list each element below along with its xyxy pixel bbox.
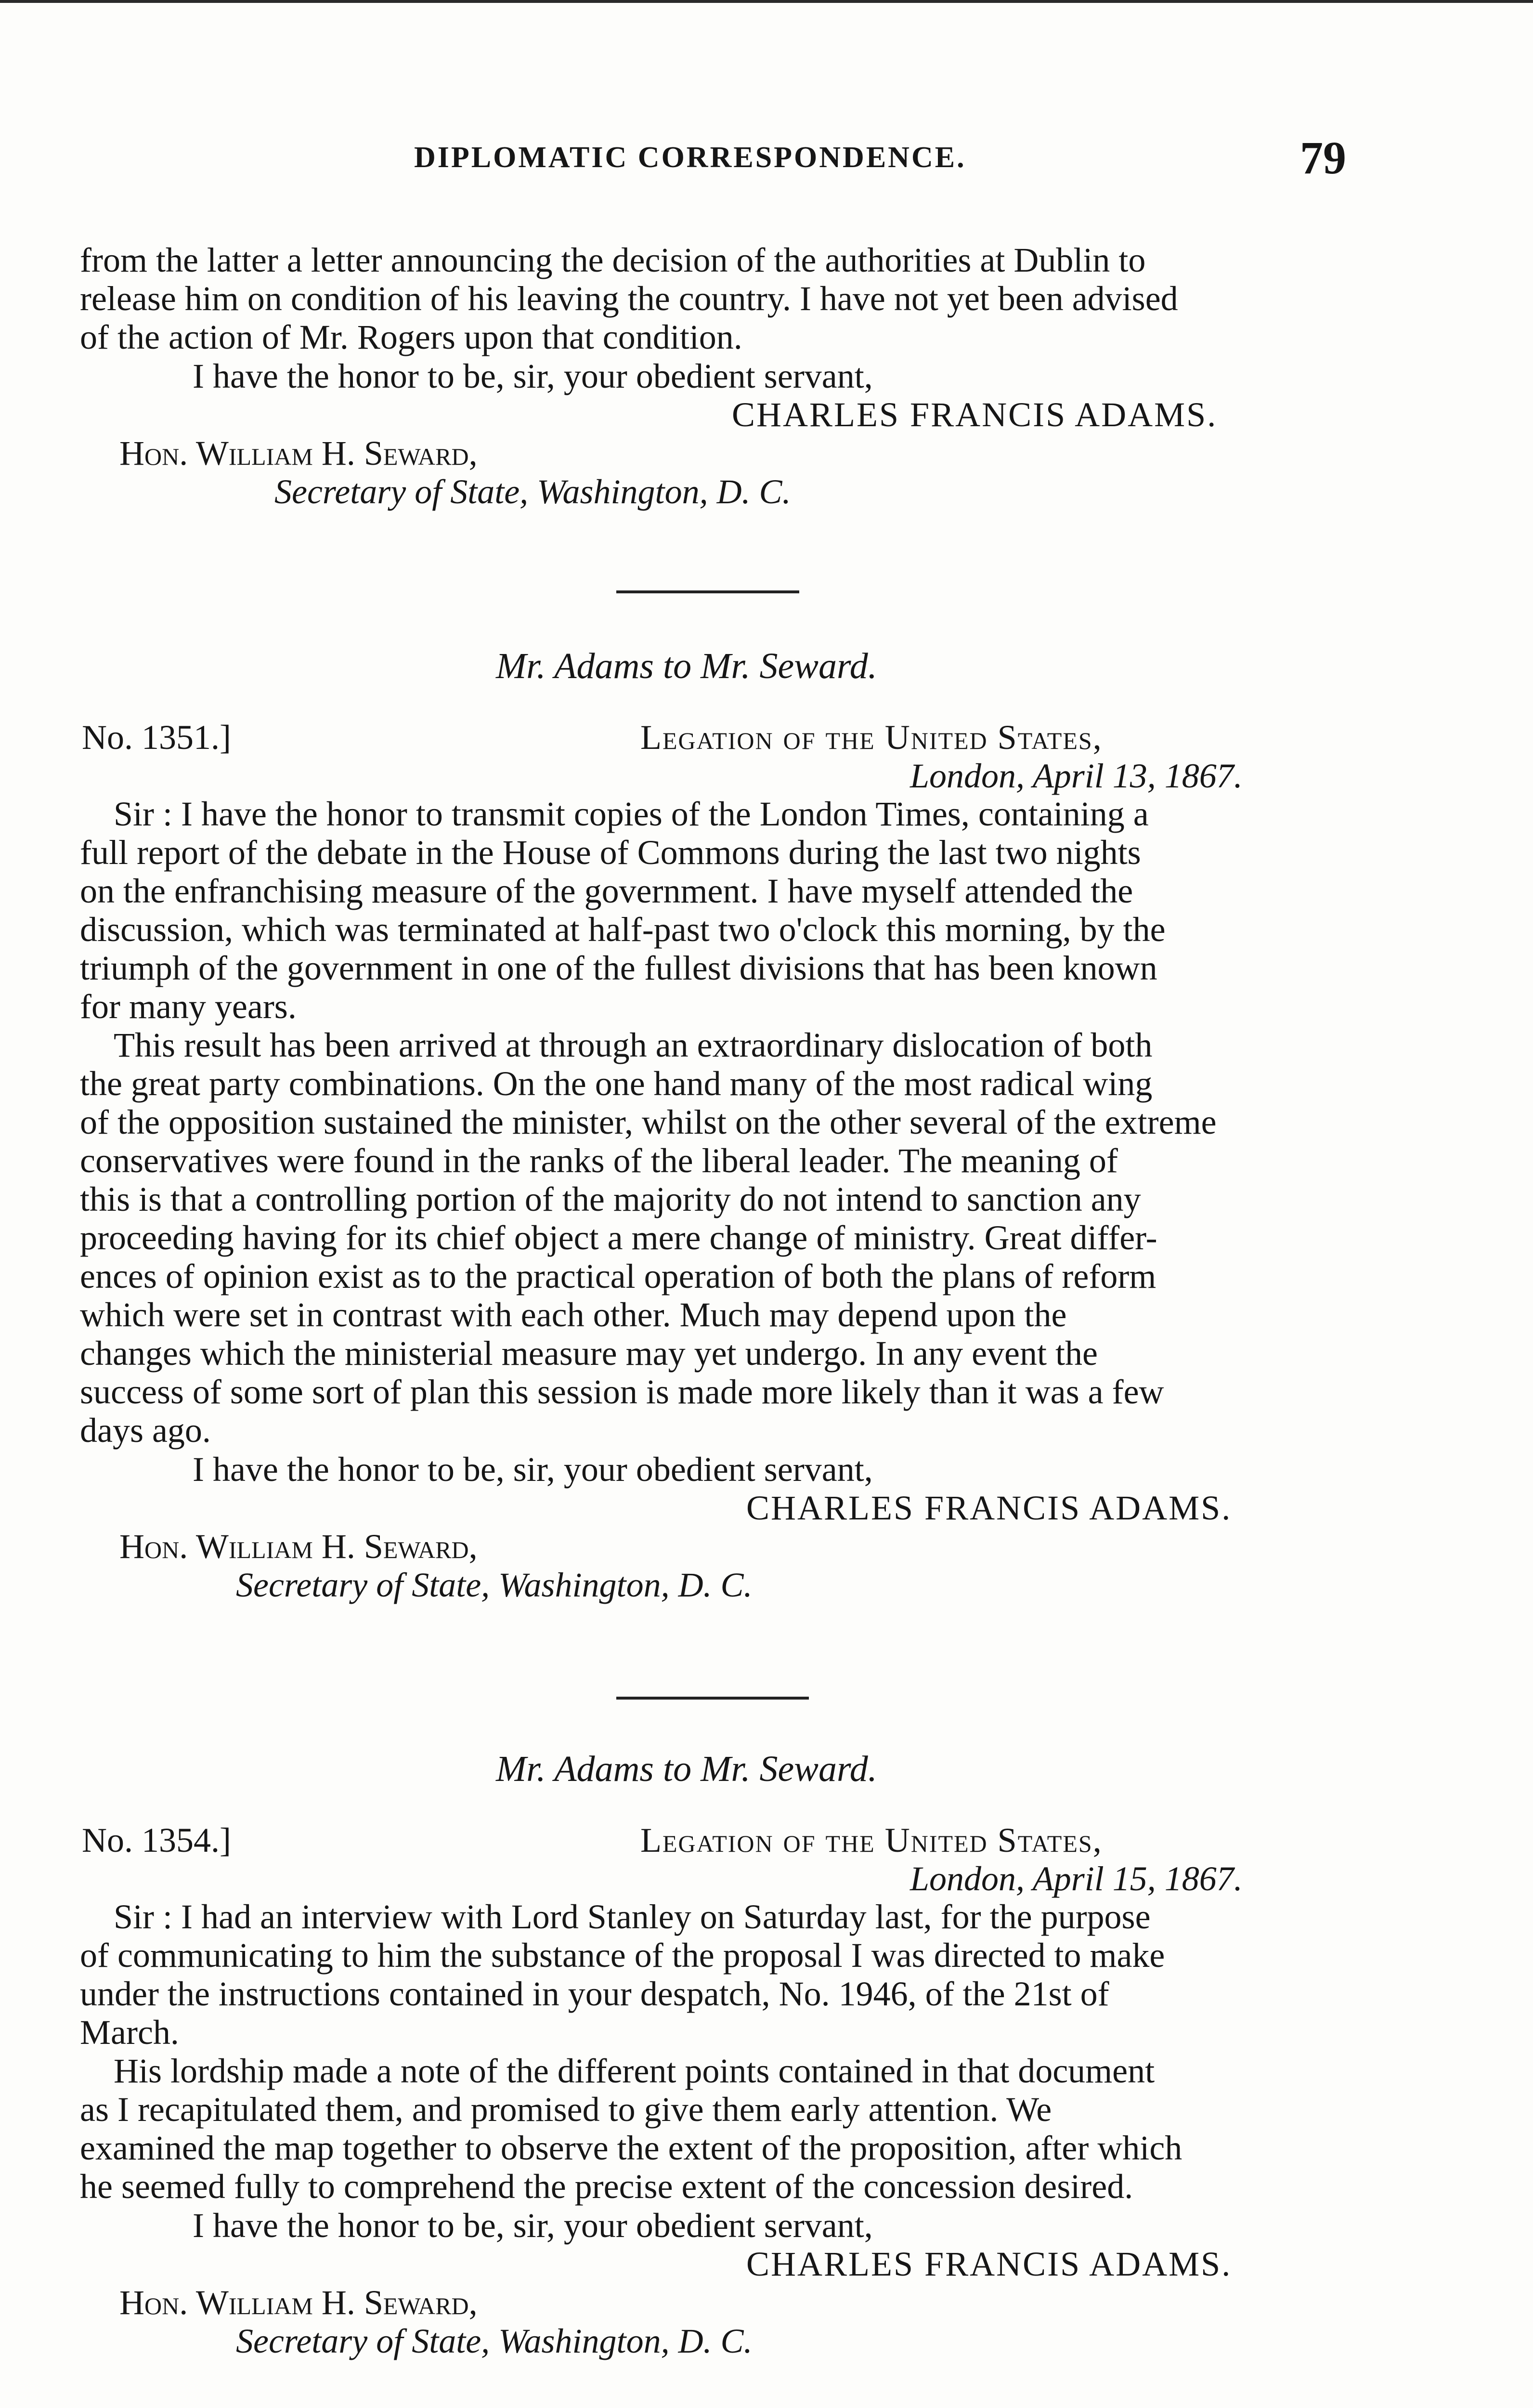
letter2-number: No. 1354.]	[82, 1821, 231, 1859]
text-line: of the action of Mr. Rogers upon that condition.	[80, 318, 742, 356]
separator-rule	[616, 590, 799, 593]
letter1-paragraph-1	[80, 795, 1341, 1026]
letter1-addressee-title: Secretary of State, Washington, D. C.	[236, 1566, 753, 1604]
text-line: release him on condition of his leaving the country. I have not yet been advised	[80, 279, 1178, 318]
letter1-date: London, April 13, 1867.	[910, 757, 1243, 795]
text-line: this is that a controlling portion of the majority do not intend to sanction any	[80, 1180, 1141, 1218]
page-number: 79	[1300, 132, 1346, 183]
text-line: under the instructions contained in your despatch, No. 1946, of the 21st of	[80, 1975, 1109, 2013]
text-line: for many years.	[80, 987, 297, 1026]
letter2-legation: Legation of the United States,	[640, 1821, 1103, 1859]
text-line: His lordship made a note of the different points contained in that document	[114, 2052, 1155, 2090]
text-line: This result has been arrived at through an extraordinary dislocation of both	[114, 1026, 1153, 1064]
letter2-addressee: Hon. William H. Seward,	[119, 2283, 478, 2322]
letter0-body	[80, 241, 1341, 356]
letter2-paragraph-1	[80, 1898, 1341, 2052]
text-line: discussion, which was terminated at half-past two o'clock this morning, by the	[80, 910, 1166, 949]
letter1-addressee: Hon. William H. Seward,	[119, 1527, 478, 1566]
text-line: ences of opinion exist as to the practical operation of both the plans of reform	[80, 1257, 1156, 1296]
text-line: success of some sort of plan this session is made more likely than it was a few	[80, 1373, 1164, 1411]
letter0-signature: CHARLES FRANCIS ADAMS.	[732, 395, 1218, 434]
letter2-closing: I have the honor to be, sir, your obedient servant,	[193, 2206, 873, 2245]
letter0-closing: I have the honor to be, sir, your obedient servant,	[193, 357, 873, 395]
text-line: on the enfranchising measure of the government. I have myself attended the	[80, 872, 1133, 910]
text-line: changes which the ministerial measure may yet undergo. In any event the	[80, 1334, 1098, 1373]
text-line: March.	[80, 2013, 179, 2052]
letter2-signature: CHARLES FRANCIS ADAMS.	[746, 2245, 1232, 2283]
letter1-signature: CHARLES FRANCIS ADAMS.	[746, 1489, 1232, 1527]
separator-rule	[616, 1697, 809, 1700]
text-line: triumph of the government in one of the fullest divisions that has been known	[80, 949, 1157, 987]
text-line: proceeding having for its chief object a mere change of ministry. Great differ-	[80, 1218, 1157, 1257]
text-line: he seemed fully to comprehend the precise extent of the concession desired.	[80, 2167, 1133, 2206]
text-line: of the opposition sustained the minister, whilst on the other several of the extreme	[80, 1103, 1217, 1141]
text-line: conservatives were found in the ranks of the liberal leader. The meaning of	[80, 1141, 1118, 1180]
text-line: examined the map together to observe the extent of the proposition, after which	[80, 2129, 1182, 2167]
letter2-addressee-title: Secretary of State, Washington, D. C.	[236, 2322, 753, 2360]
letter2-paragraph-2	[80, 2052, 1341, 2206]
letter1-closing: I have the honor to be, sir, your obedient servant,	[193, 1450, 873, 1489]
letter1-heading: Mr. Adams to Mr. Seward.	[496, 646, 877, 686]
text-line: Sir : I have the honor to transmit copies of the London Times, containing a	[114, 795, 1149, 833]
text-line: the great party combinations. On the one hand many of the most radical wing	[80, 1064, 1153, 1103]
running-head: DIPLOMATIC CORRESPONDENCE.	[414, 141, 966, 174]
text-line: days ago.	[80, 1411, 211, 1450]
text-line: from the latter a letter announcing the decision of the authorities at Dublin to	[80, 241, 1146, 279]
letter0-addressee-title: Secretary of State, Washington, D. C.	[274, 472, 791, 511]
letter1-paragraph-2	[80, 1026, 1341, 1450]
text-line: which were set in contrast with each other. Much may depend upon the	[80, 1296, 1067, 1334]
letter1-number: No. 1351.]	[82, 718, 231, 757]
text-line: full report of the debate in the House of Commons during the last two nights	[80, 833, 1141, 872]
letter2-heading: Mr. Adams to Mr. Seward.	[496, 1749, 877, 1789]
text-line: of communicating to him the substance of the proposal I was directed to make	[80, 1936, 1165, 1975]
text-line: Sir : I had an interview with Lord Stanley on Saturday last, for the purpose	[114, 1898, 1151, 1936]
letter1-legation: Legation of the United States,	[640, 718, 1103, 757]
letter0-addressee: Hon. William H. Seward,	[119, 434, 478, 472]
letter2-date: London, April 15, 1867.	[910, 1859, 1243, 1898]
text-line: as I recapitulated them, and promised to give them early attention. We	[80, 2090, 1052, 2129]
